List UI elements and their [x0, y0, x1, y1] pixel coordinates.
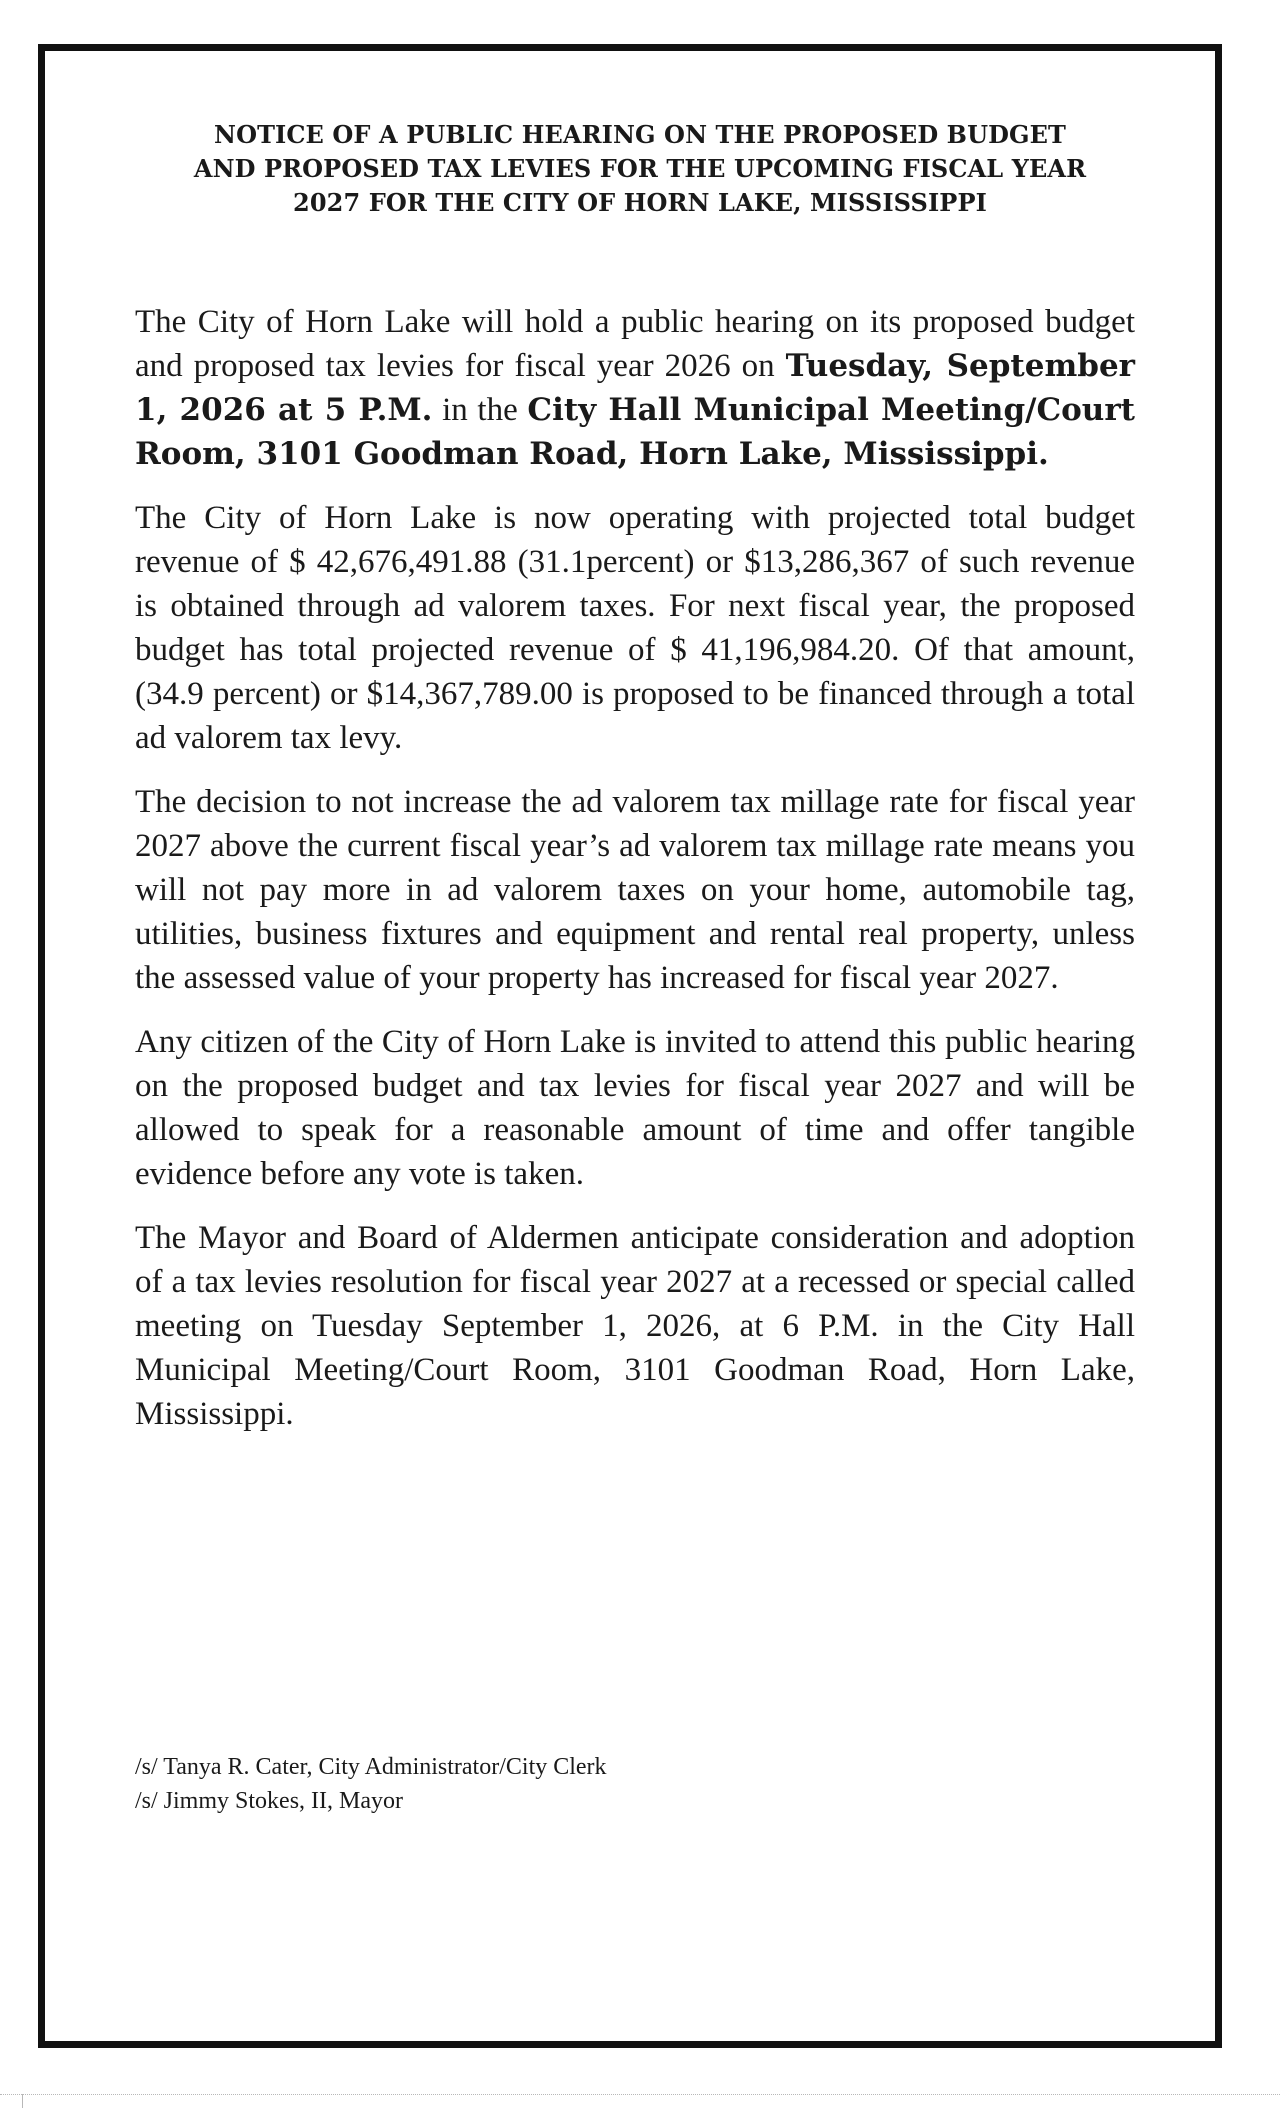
hearing-location: City Hall Municipal Meeting/Court Room, 3101 Goodman Road, Horn Lake, Mississippi.	[135, 392, 1135, 472]
revenue-paragraph: The City of Horn Lake is now operating with projected total budget revenue of $ 42,676,491.88 (31.1percent) or $13,286,367 of such revenue is obtained through ad valorem taxes. For next fiscal year, the proposed budget has total projected revenue of $ 41,196,984.20. Of that amount, (34.9 percent) or $14,367,789.00 is proposed to be financed through a total ad valorem tax levy.	[135, 500, 1135, 756]
hearing-text-2: in the	[432, 392, 528, 428]
title-line-3: 2027 FOR THE CITY OF HORN LAKE, MISSISSIPPI	[293, 188, 987, 217]
scan-edge-tick	[22, 2094, 23, 2108]
title-line-1: NOTICE OF A PUBLIC HEARING ON THE PROPOSED BUDGET	[214, 120, 1066, 149]
notice-title	[120, 118, 1160, 220]
hearing-date-time: Tuesday, September 1, 2026 at 5 P.M.	[135, 348, 1135, 428]
citizen-invitation-paragraph: Any citizen of the City of Horn Lake is invited to attend this public hearing on the proposed budget and tax levies for fiscal year 2027 and will be allowed to speak for a reasonable amount of time and offer tangible evidence before any vote is taken.	[135, 1024, 1135, 1192]
notice-body	[135, 300, 1135, 1456]
signature-city-clerk: /s/ Tanya R. Cater, City Administrator/City Clerk	[135, 1754, 607, 1780]
title-line-2: AND PROPOSED TAX LEVIES FOR THE UPCOMING FISCAL YEAR	[193, 154, 1087, 183]
signature-block	[135, 1750, 607, 1818]
adoption-paragraph: The Mayor and Board of Aldermen anticipate consideration and adoption of a tax levies resolution for fiscal year 2027 at a recessed or special called meeting on Tuesday September 1, 2026, at 6 P.M. in the City Hall Municipal Meeting/Court Room, 3101 Goodman Road, Horn Lake, Mississippi.	[135, 1220, 1135, 1432]
signature-mayor: /s/ Jimmy Stokes, II, Mayor	[135, 1788, 403, 1814]
hearing-paragraph	[135, 300, 1135, 476]
hearing-text-1: The City of Horn Lake will hold a public hearing on its proposed budget and proposed tax levies for fiscal year 2026 on	[135, 304, 1135, 384]
scan-edge-rule	[0, 2094, 1280, 2095]
millage-paragraph: The decision to not increase the ad valorem tax millage rate for fiscal year 2027 above the current fiscal year’s ad valorem tax millage rate means you will not pay more in ad valorem taxes on your home, automobile tag, utilities, business fixtures and equipment and rental real property, unless the assessed value of your property has increased for fiscal year 2027.	[135, 784, 1135, 996]
